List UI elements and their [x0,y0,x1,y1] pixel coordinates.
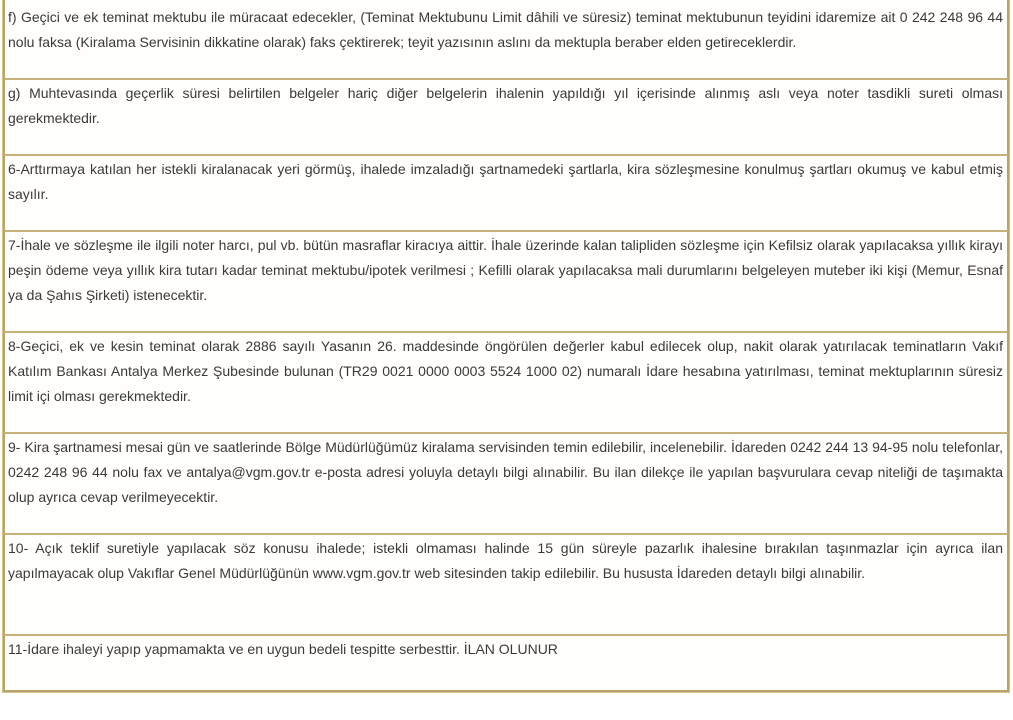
table-row [3,432,1009,533]
paragraph-6: 6-Arttırmaya katılan her istekli kiralanacak yeri görmüş, ihalede imzaladığı şartnamedeki şartlarla, kira sözleşmesine konulmuş şartları okumuş ve kabul etmiş sayılır. [3,154,1009,230]
paragraph-11: 11-İdare ihaleyi yapıp yapmamakta ve en uygun bedeli tespitte serbesttir. İLAN OLUNUR [3,634,1009,692]
table-row [3,154,1009,230]
paragraph-8: 8-Geçici, ek ve kesin teminat olarak 2886 sayılı Yasanın 26. maddesinde öngörülen değerler kabul edilecek olup, nakit olarak yatırılacak teminatların Vakıf Katılım Bankası Antalya Merkez Şubesinde bulunan (TR29 0021 0000 0003 5524 1000 02) numaralı İdare hesabına yatırılması, teminat mektuplarının süresiz limit içi olması gerekmektedir. [3,331,1009,432]
paragraph-f: f) Geçici ve ek teminat mektubu ile müracaat edecekler, (Teminat Mektubunu Limit dâhili ve süresiz) teminat mektubunun teyidini idaremize ait 0 242 248 96 44 nolu faksa (Kiralama Servisinin dikkatine olarak) faks çektirerek; teyit yazısının aslını da mektupla beraber elden getireceklerdir. [3,0,1009,78]
table-row [3,533,1009,634]
paragraph-9: 9- Kira şartnamesi mesai gün ve saatlerinde Bölge Müdürlüğümüz kiralama servisinden temin edilebilir, incelenebilir. İdareden 0242 244 13 94-95 nolu telefonlar, 0242 248 96 44 nolu fax ve antalya@vgm.gov.tr e-posta adresi yoluyla detaylı bilgi alınabilir. Bu ilan dilekçe ile yapılan başvurulara cevap niteliği de taşımakta olup ayrıca cevap verilmeyecektir. [3,432,1009,533]
paragraph-7: 7-İhale ve sözleşme ile ilgili noter harcı, pul vb. bütün masraflar kiracıya aittir. İhale üzerinde kalan talipliden sözleşme için Kefilsiz olarak yapılacaksa yıllık kirayı peşin ödeme veya yıllık kira tutarı kadar teminat mektubu/ipotek verilmesi ; Kefilli olarak yapılacaksa mali durumlarını belgeleyen muteber iki kişi (Memur, Esnaf ya da Şahıs Şirketi) istenecektir. [3,230,1009,331]
table-row [3,0,1009,78]
paragraph-g: g) Muhtevasında geçerlik süresi belirtilen belgeler hariç diğer belgelerin ihalenin yapıldığı yıl içerisinde alınmış aslı veya noter tasdikli sureti olması gerekmektedir. [3,78,1009,154]
table-row [3,331,1009,432]
announcement-table [2,0,1010,693]
paragraph-10: 10- Açık teklif suretiyle yapılacak söz konusu ihalede; istekli olmaması halinde 15 gün süreyle pazarlık ihalesine bırakılan taşınmazlar için ayrıca ilan yapılmayacak olup Vakıflar Genel Müdürlüğünün www.vgm.gov.tr web sitesinden takip edilebilir. Bu hususta İdareden detaylı bilgi alınabilir. [3,533,1009,634]
table-row [3,78,1009,154]
table-row [3,634,1009,692]
table-row [3,230,1009,331]
